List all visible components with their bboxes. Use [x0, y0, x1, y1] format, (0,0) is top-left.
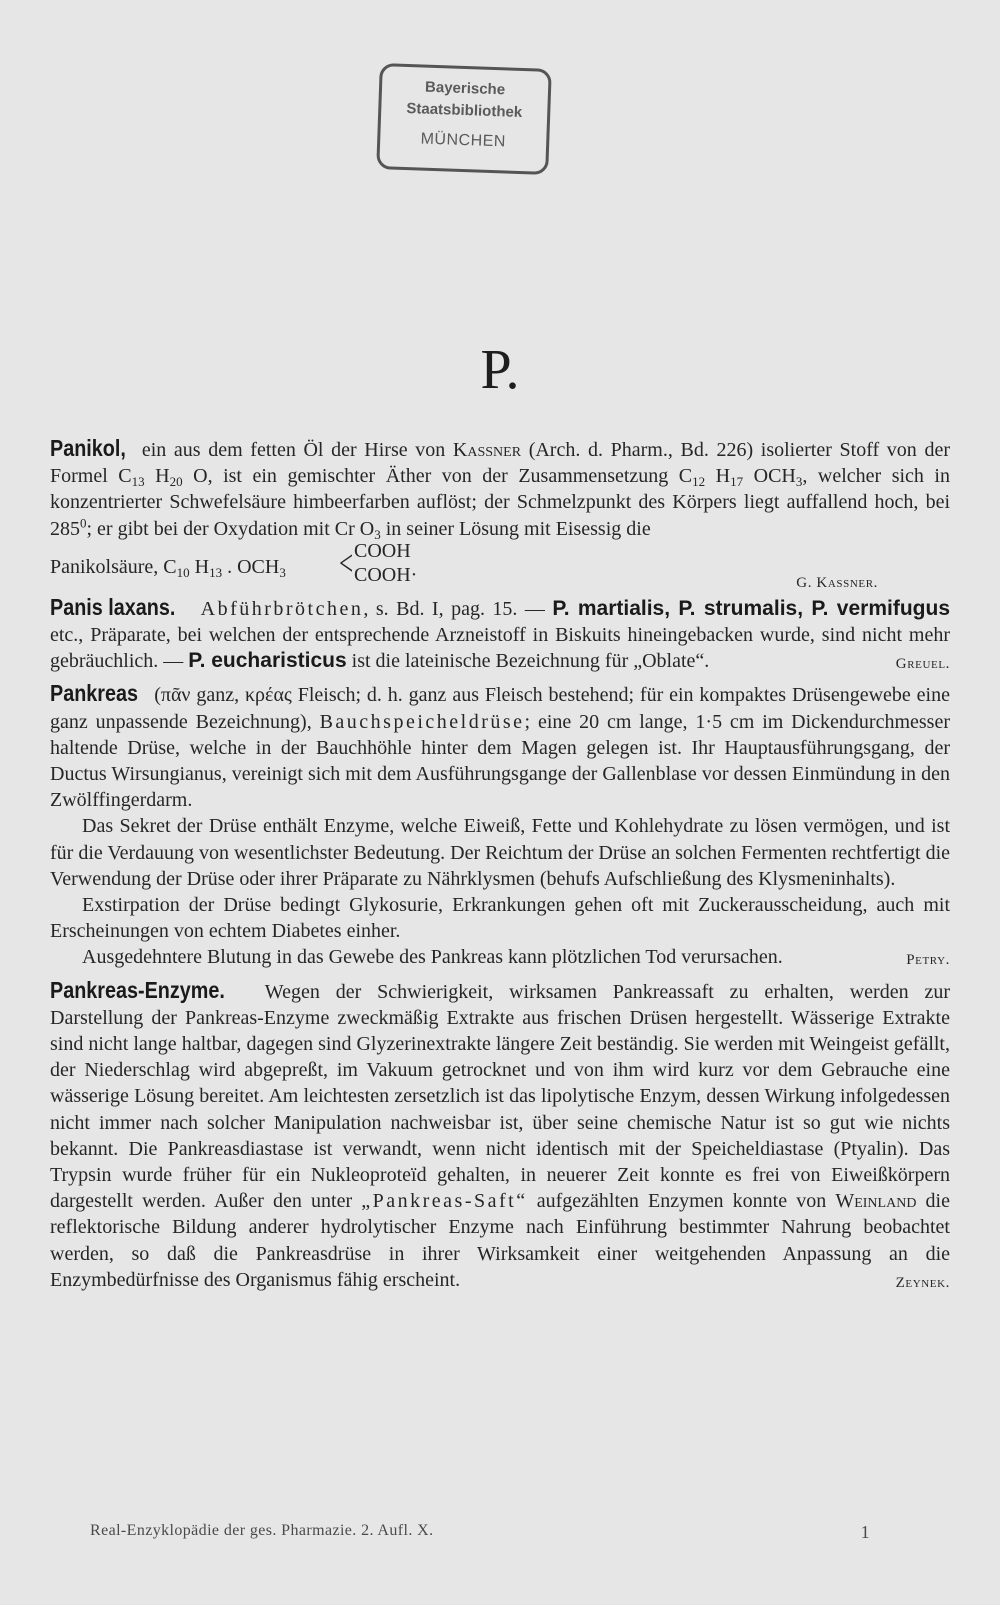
headword-panikol: Panikol,	[50, 435, 126, 461]
subheadword: P. eucharisticus	[188, 649, 347, 673]
formula-part: . OCH	[222, 555, 280, 578]
author-signature: Greuel.	[895, 656, 950, 673]
subscript: 20	[169, 474, 183, 490]
paragraph: Exstirpation der Drüse bedingt Glykosurie, Erkrankungen gehen oft mit Zuckerausscheidung, auch mit Erscheinungen von echtem Diabetes einher.	[50, 894, 950, 943]
subscript: 10	[176, 564, 190, 580]
subscript: 13	[209, 564, 223, 580]
formula-part: H	[189, 555, 210, 578]
formula-part: H	[144, 465, 170, 488]
entry-text: , welcher sich in konzentrierter Schwefelsäure himbeerfarben auflöst; der Schmelzpunkt des Körpers liegt auffallend hoch, bei 285	[50, 465, 950, 540]
author-signature: G. Kassner.	[796, 574, 878, 591]
headword-pankreas-enzyme: Pankreas-Enzyme.	[50, 976, 225, 1003]
subscript: 3	[279, 564, 286, 580]
stamp-line-1: Bayerische	[424, 78, 506, 99]
subscript: 13	[131, 474, 145, 490]
entry-text: aufgezählten Enzymen konnte von	[527, 1190, 836, 1213]
author-ref-weinland: Weinland	[835, 1190, 917, 1213]
formula-part: OCH	[743, 465, 796, 488]
author-ref-kassner: Kassner	[452, 439, 522, 461]
entry-panis-laxans	[50, 594, 950, 675]
entry-text: Ausgedehntere Blutung in das Gewebe des Pankreas kann plötzlichen Tod verursachen.	[82, 946, 783, 969]
formula-cooh-top: COOH	[354, 539, 411, 562]
formula-cooh-bottom: COOH·	[354, 563, 418, 586]
superscript: 0	[80, 514, 87, 530]
entry-text: (Arch. d. Pharm., Bd. 226) isolierter Stoff von der Formel C	[50, 439, 950, 488]
entry-text: ; eine 20 cm lange, 1·5 cm im Dickendurchmesser haltende Drüse, welche in der Bauchhöhle hinter dem Magen gelegen ist. Ihr Hauptausführungsgang, der Ductus Wirsungianus, vereinigt sich mit dem Ausführungsgange der Gallenblase vor dessen Einmündung in den Zwölffingerdarm.	[50, 710, 950, 812]
headword-panis-laxans: Panis laxans.	[50, 593, 176, 620]
entry-text: Wegen der Schwierigkeit, wirksamen Pankreassaft zu erhalten, werden zur Darstellung der Pankreas-Enzyme zweckmäßig Extrakte aus frischen Drüsen hergestellt. Wässerige Extrakte sind nicht lange haltbar, dagegen sind Glyzerinextrakte längere Zeit beständig. Sie werden mit Weingeist gefällt, der Niederschlag wird abgepreßt, im Vakuum getrocknet und von ihm wird kurz vor dem Gebrauche eine wässerige Lösung bereitet. Am leichtesten zersetzlich ist das lipolytische Enzym, dessen Wirkung infolgedessen nicht immer nach solcher Manipulation nachweisbar ist, über seine chemische Natur ist so gut wie nichts bekannt. Die Pankreasdiastase ist verwandt, wenn nicht identisch mit der Speicheldiastase (Ptyalin). Das Trypsin wurde früher für ein Nukleoproteïd gehalten, in neuerer Zeit konnte es frei von Eiweißkörpern dargestellt werden. Außer den unter	[50, 980, 950, 1213]
subheadword: P. martialis, P. strumalis, P. vermifugus	[552, 596, 950, 620]
subscript: 12	[692, 474, 706, 490]
stamp-line-3: MÜNCHEN	[420, 130, 507, 151]
entry-text: ; er gibt bei der Oxydation mit Cr O	[86, 517, 375, 540]
spaced-term: „Pankreas-Saft“	[361, 1190, 528, 1213]
entry-text: ist die lateinische Bezeichnung für „Oblate“.	[346, 650, 710, 673]
page-number: 1	[860, 1522, 870, 1542]
entry-text: , s. Bd. I, pag. 15. —	[363, 597, 553, 620]
footer-publication: Real-Enzyklopädie der ges. Pharmazie. 2. Aufl. X.	[90, 1522, 434, 1539]
headword-pankreas: Pankreas	[50, 680, 138, 707]
formula-part: H	[705, 465, 731, 488]
subscript: 3	[795, 474, 803, 490]
library-stamp	[376, 63, 552, 175]
author-signature: Zeynek.	[895, 1274, 950, 1291]
entry-pankreas-enzyme	[50, 977, 950, 1293]
formula-bracket-icon: <	[339, 542, 354, 583]
paragraph: Das Sekret der Drüse enthält Enzyme, welche Eiweiß, Fette und Kohlehydrate zu lösen vermögen, und ist für die Verdauung von wesentlichster Bedeutung. Der Reichtum der Drüse an solchen Fermenten rechtfertigt die Verwendung der Drüse oder ihrer Präparate zu Nährklysmen (behufs Aufschließung des Klysmeninhalts).	[50, 815, 950, 890]
subscript: 3	[374, 526, 381, 542]
entry-text: (πᾶν ganz, κρέας Fleisch; d. h. ganz aus Fleisch bestehend; für ein kompaktes Drüsengewebe eine ganz unpassende Bezeichnung),	[50, 684, 950, 733]
author-signature: Petry.	[906, 952, 950, 969]
page-footer	[90, 1522, 870, 1540]
entry-text: die reflektorische Bildung anderer hydrolytischer Enzyme nach Einführung bestimmter Nahrung beobachtet werden, so daß die Pankreasdrüse in ihrer Wirksamkeit einer weitgehenden Anpassung an die Enzymbedürfnisse des Organismus fähig erscheint.	[50, 1190, 950, 1291]
formula-panikolsaeure	[50, 539, 950, 591]
entry-text: O, ist ein gemischter Äther von der Zusammensetzung C	[182, 465, 693, 488]
entry-pankreas	[50, 680, 950, 813]
spaced-term: Bauchspeicheldrüse	[319, 710, 525, 733]
subscript: 17	[730, 474, 744, 490]
spaced-term: Abführbrötchen	[191, 597, 364, 620]
section-letter: P.	[480, 339, 520, 401]
paragraph	[50, 944, 950, 970]
entry-text: etc., Präparate, bei welchen der entsprechende Arzneistoff in Biskuits hineingebacken wurde, sind nicht mehr gebräuchlich. —	[50, 624, 950, 673]
formula-text	[50, 554, 286, 580]
formula-part: Panikolsäure, C	[50, 555, 177, 578]
entry-text: ein aus dem fetten Öl der Hirse von	[134, 439, 453, 461]
stamp-line-2: Staatsbibliothek	[406, 99, 523, 122]
entry-panikol	[50, 435, 950, 542]
entry-text: in seiner Lösung mit Eisessig die	[380, 517, 651, 540]
article-body	[50, 435, 950, 1296]
